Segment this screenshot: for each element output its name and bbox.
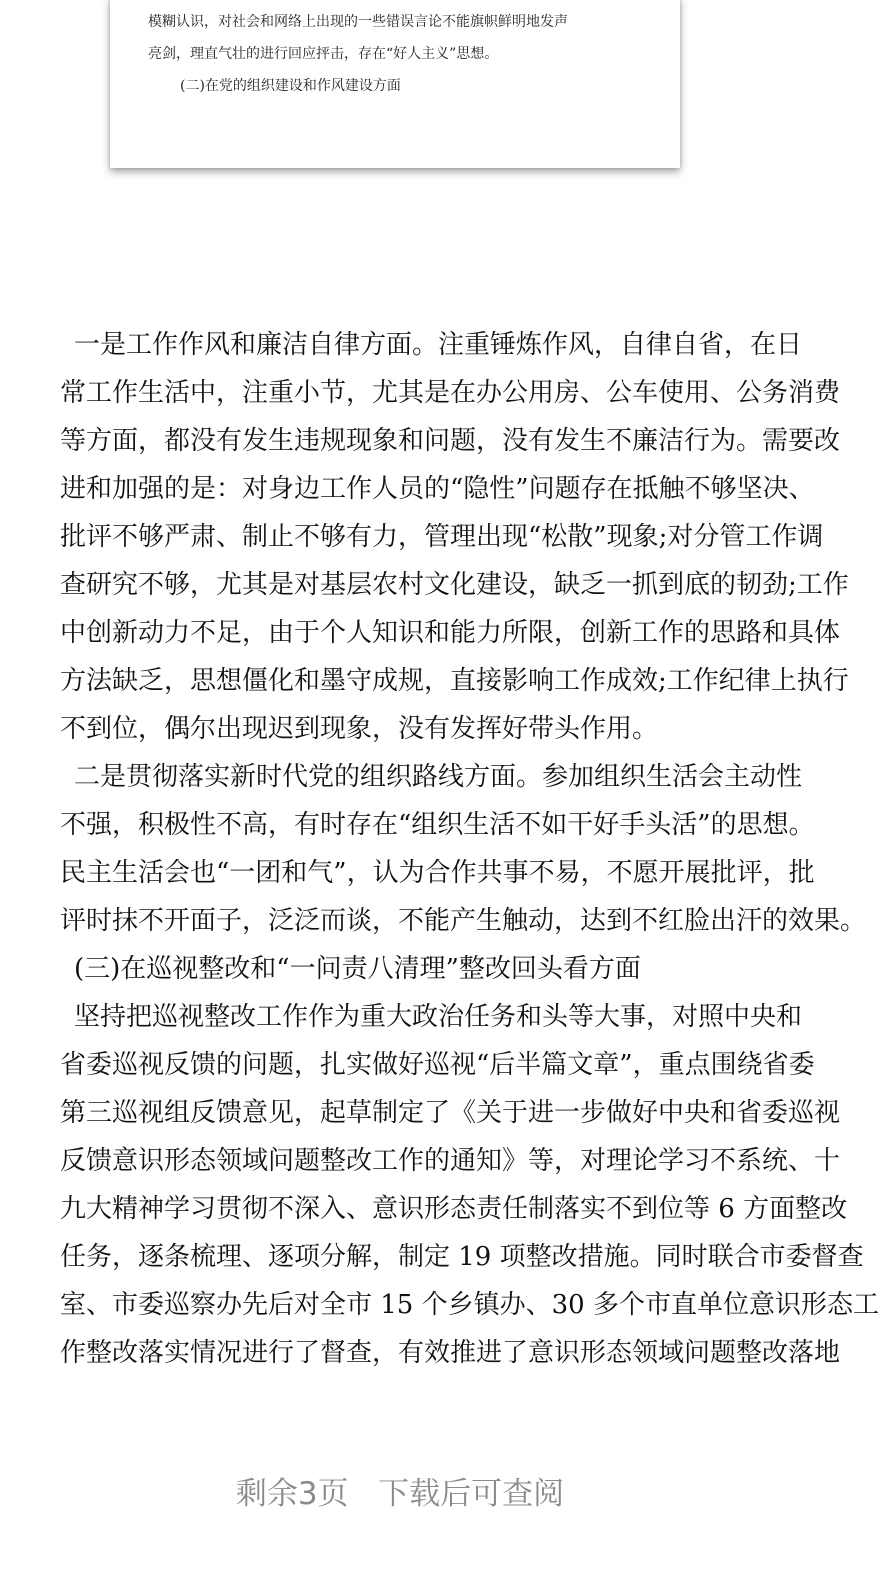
preview-line: 模糊认识，对社会和网络上出现的一些错误言论不能旗帜鲜明地发声	[148, 14, 568, 30]
paragraph-line: 反馈意识形态领域问题整改工作的通知》等，对理论学习不系统、十	[60, 1146, 841, 1176]
paragraph-line: 不强，积极性不高，有时存在“组织生活不如干好手头活”的思想。	[60, 810, 815, 840]
remaining-pages-text: 剩余3页	[235, 1476, 349, 1512]
paragraph-line: 省委巡视反馈的问题，扎实做好巡视“后半篇文章”，重点围绕省委	[60, 1050, 815, 1080]
paragraph-line: 查研究不够，尤其是对基层农村文化建设，缺乏一抓到底的韧劲;工作	[60, 570, 849, 600]
remaining-pages-prompt[interactable]	[0, 1468, 800, 1513]
paragraph-line: 九大精神学习贯彻不深入、意识形态责任制落实不到位等 6 方面整改	[60, 1194, 848, 1224]
paragraph-line: 室、市委巡察办先后对全市 15 个乡镇办、30 多个市直单位意识形态工	[60, 1290, 879, 1320]
section-heading: (三)在巡视整改和“一问责八清理”整改回头看方面	[74, 954, 641, 984]
paragraph-line: 一是工作作风和廉洁自律方面。注重锤炼作风，自律自省，在日	[74, 330, 803, 360]
paragraph-line: 民主生活会也“一团和气”，认为合作共事不易，不愿开展批评，批	[60, 858, 815, 888]
paragraph-line: 坚持把巡视整改工作作为重大政治任务和头等大事，对照中央和	[74, 1002, 803, 1032]
previous-page-preview	[110, 0, 680, 168]
preview-heading: (二)在党的组织建设和作风建设方面	[180, 78, 401, 94]
preview-line: 亮剑，理直气壮的进行回应抨击，存在“好人主义”思想。	[148, 46, 499, 62]
paragraph-line: 不到位，偶尔出现迟到现象，没有发挥好带头作用。	[60, 714, 659, 744]
download-hint-text[interactable]: 下载后可查阅	[378, 1476, 565, 1512]
paragraph-line: 批评不够严肃、制止不够有力，管理出现“松散”现象;对分管工作调	[60, 522, 824, 552]
paragraph-line: 方法缺乏，思想僵化和墨守成规，直接影响工作成效;工作纪律上执行	[60, 666, 849, 696]
paragraph-line: 任务，逐条梳理、逐项分解，制定 19 项整改措施。同时联合市委督查	[60, 1242, 864, 1272]
paragraph-line: 二是贯彻落实新时代党的组织路线方面。参加组织生活会主动性	[74, 762, 803, 792]
paragraph-line: 常工作生活中，注重小节，尤其是在办公用房、公车使用、公务消费	[60, 378, 841, 408]
paragraph-line: 作整改落实情况进行了督查，有效推进了意识形态领域问题整改落地	[60, 1338, 841, 1368]
paragraph-line: 进和加强的是：对身边工作人员的“隐性”问题存在抵触不够坚决、	[60, 474, 815, 504]
document-body	[60, 321, 879, 1377]
paragraph-line: 评时抹不开面子，泛泛而谈，不能产生触动，达到不红脸出汗的效果。	[60, 906, 867, 936]
paragraph-line: 中创新动力不足，由于个人知识和能力所限，创新工作的思路和具体	[60, 618, 841, 648]
paragraph-line: 第三巡视组反馈意见，起草制定了《关于进一步做好中央和省委巡视	[60, 1098, 841, 1128]
paragraph-line: 等方面，都没有发生违规现象和问题，没有发生不廉洁行为。需要改	[60, 426, 841, 456]
